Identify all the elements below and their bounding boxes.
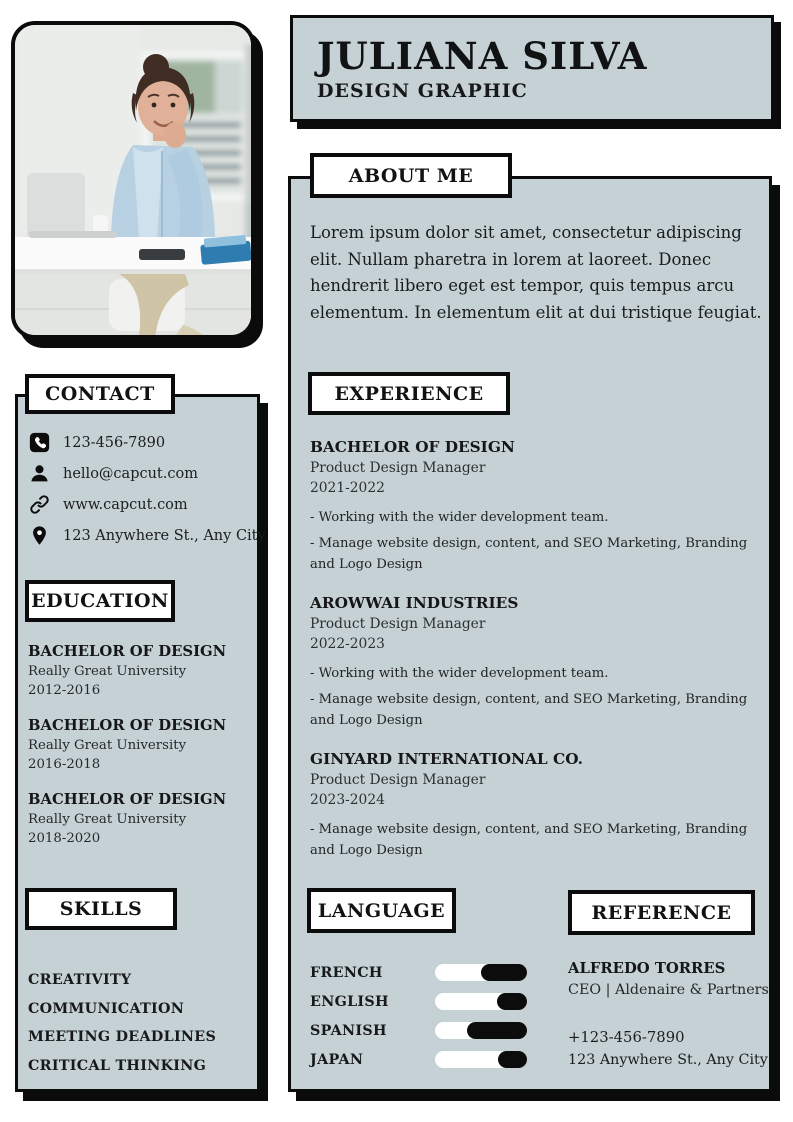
skill-item: MEETING DEADLINES — [28, 1029, 217, 1045]
language-level-bar — [435, 993, 527, 1010]
language-row — [310, 1045, 548, 1074]
experience-bullets — [310, 507, 758, 575]
education-section-heading: EDUCATION — [25, 580, 175, 622]
experience-bullet: - Manage website design, content, and SEO Marketing, Branding and Logo Design — [310, 692, 748, 728]
contact-list — [28, 427, 266, 551]
language-name: ENGLISH — [310, 993, 389, 1010]
skills-list — [28, 966, 248, 1080]
about-section-heading: ABOUT ME — [310, 153, 512, 198]
education-entry — [28, 642, 250, 700]
contact-website: www.capcut.com — [63, 496, 188, 513]
education-years: 2018-2020 — [28, 831, 101, 846]
education-school: Really Great University — [28, 738, 187, 753]
experience-entry — [310, 749, 758, 861]
reference-address: 123 Anywhere St., Any City — [568, 1052, 768, 1068]
language-level-bar — [435, 1051, 527, 1068]
experience-years: 2021-2022 — [310, 480, 385, 496]
contact-phone: 123-456-7890 — [63, 434, 166, 451]
reference-phone: +123-456-7890 — [568, 1029, 685, 1046]
experience-bullet: - Working with the wider development team. — [310, 510, 609, 525]
education-entry — [28, 790, 250, 848]
language-name: JAPAN — [310, 1051, 364, 1068]
skill-item: CREATIVITY — [28, 972, 132, 988]
experience-role: Product Design Manager — [310, 616, 486, 632]
contact-row-email — [28, 458, 248, 489]
experience-bullet: - Working with the wider development team. — [310, 666, 609, 681]
reference-section-heading: REFERENCE — [568, 890, 755, 935]
education-degree: BACHELOR OF DESIGN — [28, 717, 227, 734]
language-level-bar — [435, 1022, 527, 1039]
location-icon — [28, 525, 50, 547]
language-name: FRENCH — [310, 964, 383, 981]
experience-bullet: - Manage website design, content, and SEO Marketing, Branding and Logo Design — [310, 536, 748, 572]
contact-row-phone — [28, 427, 248, 458]
reference-name: ALFREDO TORRES — [568, 960, 726, 977]
experience-section-heading: EXPERIENCE — [308, 372, 510, 415]
person-job-title: DESIGN GRAPHIC — [317, 80, 528, 102]
contact-row-address — [28, 520, 266, 551]
experience-years: 2023-2024 — [310, 792, 385, 808]
experience-entry — [310, 593, 758, 731]
skill-item: COMMUNICATION — [28, 1000, 185, 1017]
language-row — [310, 987, 548, 1016]
experience-company: AROWWAI INDUSTRIES — [310, 594, 519, 612]
link-icon — [28, 494, 50, 516]
contact-email: hello@capcut.com — [63, 465, 198, 482]
education-school: Really Great University — [28, 812, 187, 827]
contact-row-website — [28, 489, 248, 520]
education-degree: BACHELOR OF DESIGN — [28, 791, 227, 808]
reference-block — [568, 958, 773, 1071]
language-list — [310, 958, 548, 1074]
education-list — [28, 642, 250, 864]
header-name-box — [290, 15, 774, 122]
language-level-fill — [467, 1022, 527, 1039]
experience-company: GINYARD INTERNATIONAL CO. — [310, 750, 583, 768]
experience-role: Product Design Manager — [310, 460, 486, 476]
language-level-fill — [481, 964, 527, 981]
education-degree: BACHELOR OF DESIGN — [28, 643, 227, 660]
profile-photo-illustration — [15, 25, 255, 339]
experience-entry — [310, 437, 758, 575]
experience-bullet: - Manage website design, content, and SEO Marketing, Branding and Logo Design — [310, 822, 748, 858]
language-level-fill — [498, 1051, 527, 1068]
contact-section-heading: CONTACT — [25, 374, 175, 414]
about-text: Lorem ipsum dolor sit amet, consectetur adipiscing elit. Nullam pharetra in lorem at laoreet. Donec hendrerit libero eget est tempor, quis tempus arcu elementum. In elementum elit at dui tristique feugiat. — [310, 223, 762, 322]
contact-address: 123 Anywhere St., Any City — [63, 527, 266, 544]
education-entry — [28, 716, 250, 774]
experience-years: 2022-2023 — [310, 636, 385, 652]
language-row — [310, 1016, 548, 1045]
experience-bullets — [310, 663, 758, 731]
experience-list — [310, 437, 758, 879]
skill-item: CRITICAL THINKING — [28, 1057, 207, 1074]
language-level-bar — [435, 964, 527, 981]
education-years: 2012-2016 — [28, 683, 101, 698]
language-name: SPANISH — [310, 1022, 387, 1039]
skills-section-heading: SKILLS — [25, 888, 177, 930]
reference-role: CEO | Aldenaire & Partners — [568, 982, 769, 998]
experience-bullets — [310, 819, 758, 861]
language-section-heading: LANGUAGE — [307, 888, 456, 933]
profile-photo — [11, 21, 255, 339]
phone-icon — [28, 432, 50, 454]
language-level-fill — [497, 993, 527, 1010]
language-row — [310, 958, 548, 987]
education-years: 2016-2018 — [28, 757, 101, 772]
experience-company: BACHELOR OF DESIGN — [310, 438, 515, 456]
education-school: Really Great University — [28, 664, 187, 679]
experience-role: Product Design Manager — [310, 772, 486, 788]
person-name: JULIANA SILVA — [317, 34, 648, 78]
person-icon — [28, 463, 50, 485]
